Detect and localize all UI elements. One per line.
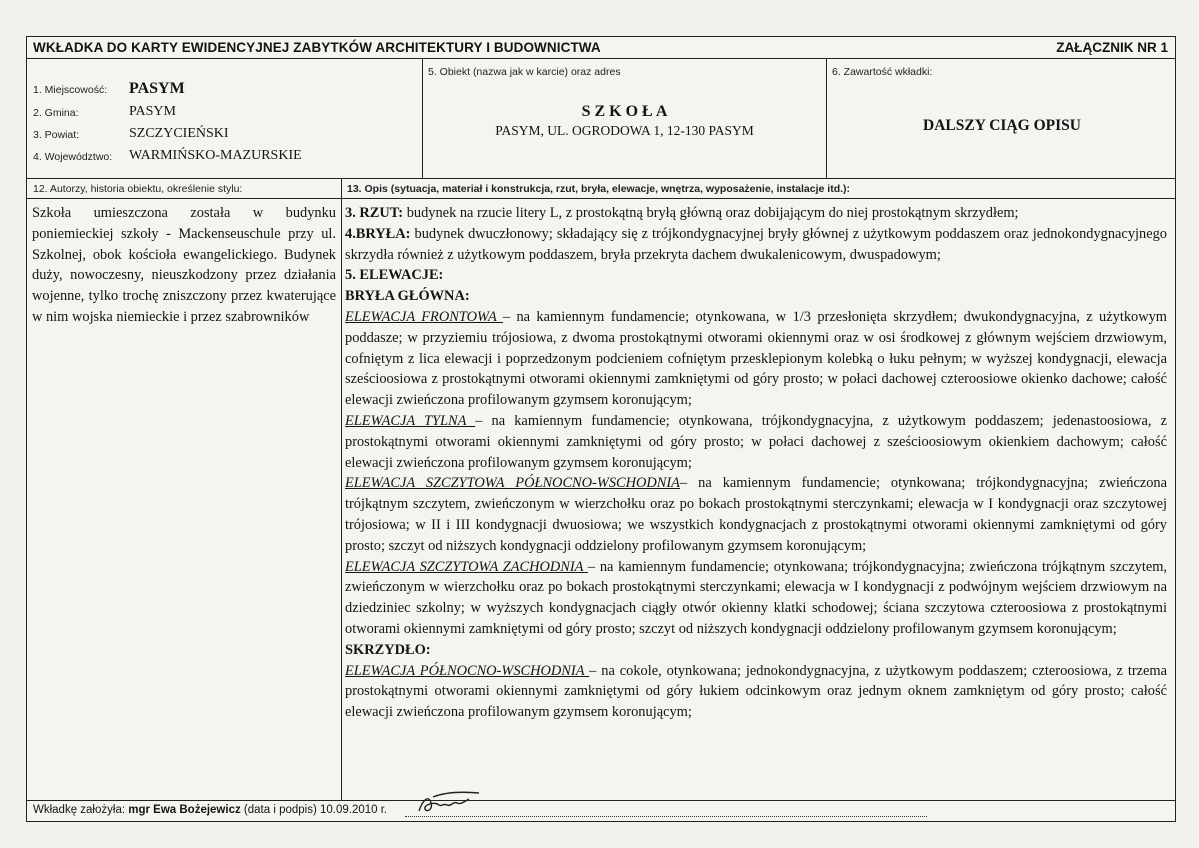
wojewodztwo-value: WARMIŃSKO-MAZURSKIE [129, 148, 302, 163]
pn-wsch-text: – na kamiennym fundamencie; otynkowana; trójkondygnacyjna; zwieńczona trójkątnym szczytem, zwieńczonym w wierzchołku oraz po bokach prostokątnymi sterczynkami; elewacja w I kondygnacji oraz szczytowej trójosiowa; w II i III kondygnacji dwuosiowa; we wszystkich kondygnacjach z prostokątnymi otworami okiennymi zamkniętymi od góry prosto; szczyt od niższych kondygnacji oddzielony profilowanym gzymsem koronującym; [345, 475, 1168, 554]
powiat-value: SZCZYCIEŃSKI [129, 126, 229, 141]
form-title: WKŁADKA DO KARTY EWIDENCYJNEJ ZABYTKÓW ARCHITEKTURY I BUDOWNICTWA [33, 40, 601, 55]
zach-text: – na kamiennym fundamencie; otynkowana; trójkondygnacyjna; zwieńczona trójkątnym szczytem, zwieńczonym w wierzchołku oraz po bokach prostokątnymi sterczynkami; elewacja w I kondygnacji z podwójnym wejściem drzwiowym na dziedziniec szkolny; w wyższych kondygnacjach ciągły otwór okienny klatki schodowej; ściana szczytowa czteroosiowa z prostokątnymi otworami okiennymi zamkniętymi od góry prosto; szczyt od niższych kondygnacji oddzielony profilowanym gzymsem koronującym; [345, 558, 1167, 637]
tylna-text: – na kamiennym fundamencie; otynkowana, trójkondygnacyjna, z użytkowym poddaszem; jedenastoosiowa, z prostokątnymi otworami okiennymi zamkniętymi od góry prosto; w połaci dachowej z sześcioosiowym okienkiem dachowym; całość elewacji zwieńczona profilowanym gzymsem koronującym; [345, 412, 1167, 471]
tylna-paragraph [345, 411, 1167, 473]
signature-image [413, 789, 483, 817]
location-cell [27, 59, 423, 178]
bryla-text: budynek dwuczłonowy; składający się z trójkondygnacyjnej bryły głównej z użytkowym poddaszem oraz jednokondygnacyjnego skrzydła również z użytkowym poddaszem, bryła przekryta dachem dwukalenicowym, dwuspadowym; [345, 225, 1167, 263]
contents-cell [827, 59, 1177, 178]
signature-line [405, 804, 927, 817]
column-divider [341, 199, 342, 800]
miejscowosc-label: 1. Miejscowość: [33, 84, 108, 96]
gmina-value: PASYM [129, 104, 176, 119]
history-text: Szkoła umieszczona została w budynku poniemieckiej szkoły - Mackenseuschule przy ul. Szkolnej, obok kościoła ewangelickiego. Budynek duży, nowoczesny, nieuszkodzony przez działania wojenne, tylko trochę zniszczony przez kwaterujące w nim wojska niemieckie i przez szabrowników [32, 205, 336, 325]
bryla-paragraph [345, 224, 1167, 266]
skrz-pn-text: – na cokole, otynkowana; jednokondygnacyjna, z użytkowym poddaszem; czteroosiowa, z trzema prostokątnymi otworami okiennymi zamkniętymi od góry łukiem odcinkowym oraz jednym oknem zamkniętym od góry prosto; całość elewacji zwieńczona profilowanym gzymsem koronującym; [345, 662, 1167, 721]
identification-section [27, 59, 1175, 179]
column-divider [341, 179, 342, 198]
skrzydlo-heading: SKRZYDŁO: [345, 641, 431, 658]
footer-author: mgr Ewa Bożejewicz [128, 804, 241, 816]
pn-wsch-heading: ELEWACJA SZCZYTOWA PÓŁNOCNO-WSCHODNIA [345, 475, 680, 492]
object-name: S Z K O Ł A [581, 103, 668, 120]
wojewodztwo-label: 4. Województwo: [33, 151, 113, 163]
gmina-label: 2. Gmina: [33, 107, 79, 119]
front-text: – na kamiennym fundamencie; otynkowana, w 1/3 przesłonięta skrzydłem; dwukondygnacyjna, z użytkowym poddasze; w przyziemiu trójosiowa, z dwoma prostokątnymi otworami okiennymi oraz w osi środkowej z głównym wejściem drzwiowym, cofniętym z lica elewacji i poprzedzonym podcieniem cofniętym przesklepionym kolebką o łuku pełnym; w wyższej kondygnacji, elewacja sześcioosiowa z prostokątnymi otworami okiennymi zamkniętymi od góry prosto; w połaci dachowej czteroosiowe okienko dachowe; całość elewacji zwieńczona profilowanym gzymsem koronującym; [345, 308, 1167, 409]
footer-suffix: (data i podpis) 10.09.2010 r. [240, 804, 388, 816]
rzut-paragraph [345, 203, 1167, 224]
rzut-text: budynek na rzucie litery L, z prostokątną bryłą główną oraz dobijającym do niej prostokątnym skrzydłem; [403, 205, 1019, 221]
front-paragraph [345, 307, 1167, 411]
bryla-heading: 4.BRYŁA: [345, 225, 411, 242]
zach-heading: ELEWACJA SZCZYTOWA ZACHODNIA [345, 558, 588, 575]
front-heading: ELEWACJA FRONTOWA [345, 308, 503, 325]
description-label: 13. Opis (sytuacja, materiał i konstrukcja, rzut, bryła, elewacje, wnętrza, wyposażenie, instalacje itd.): [347, 183, 851, 195]
history-label: 12. Autorzy, historia obiektu, określenie stylu: [33, 183, 243, 195]
bryla-glowna-heading: BRYŁA GŁÓWNA: [345, 288, 470, 305]
section-labels-row [27, 179, 1175, 199]
rzut-heading: 3. RZUT: [345, 205, 404, 221]
form-sheet [26, 36, 1176, 822]
zach-paragraph [345, 557, 1167, 640]
object-address: PASYM, UL. OGRODOWA 1, 12-130 PASYM [495, 123, 754, 138]
skrz-pn-paragraph [345, 661, 1167, 723]
form-header [27, 37, 1175, 59]
object-cell [423, 59, 827, 178]
footer-prefix: Wkładkę założyła: [33, 804, 129, 816]
object-label: 5. Obiekt (nazwa jak w karcie) oraz adres [428, 66, 621, 78]
content-section [27, 199, 1175, 801]
skrz-pn-heading: ELEWACJA PÓŁNOCNO-WSCHODNIA [345, 662, 590, 679]
pn-wsch-paragraph [345, 473, 1167, 556]
elewacje-heading: 5. ELEWACJE: [345, 267, 444, 284]
annex-number: ZAŁĄCZNIK NR 1 [1056, 40, 1168, 55]
contents-label: 6. Zawartość wkładki: [832, 66, 933, 78]
miejscowosc-value: PASYM [129, 80, 185, 97]
tylna-heading: ELEWACJA TYLNA [345, 412, 476, 429]
footer-text [33, 804, 387, 816]
contents-value: DALSZY CIĄG OPISU [923, 117, 1081, 134]
form-footer [27, 801, 1175, 821]
description-text [345, 203, 1167, 723]
powiat-label: 3. Powiat: [33, 129, 80, 141]
